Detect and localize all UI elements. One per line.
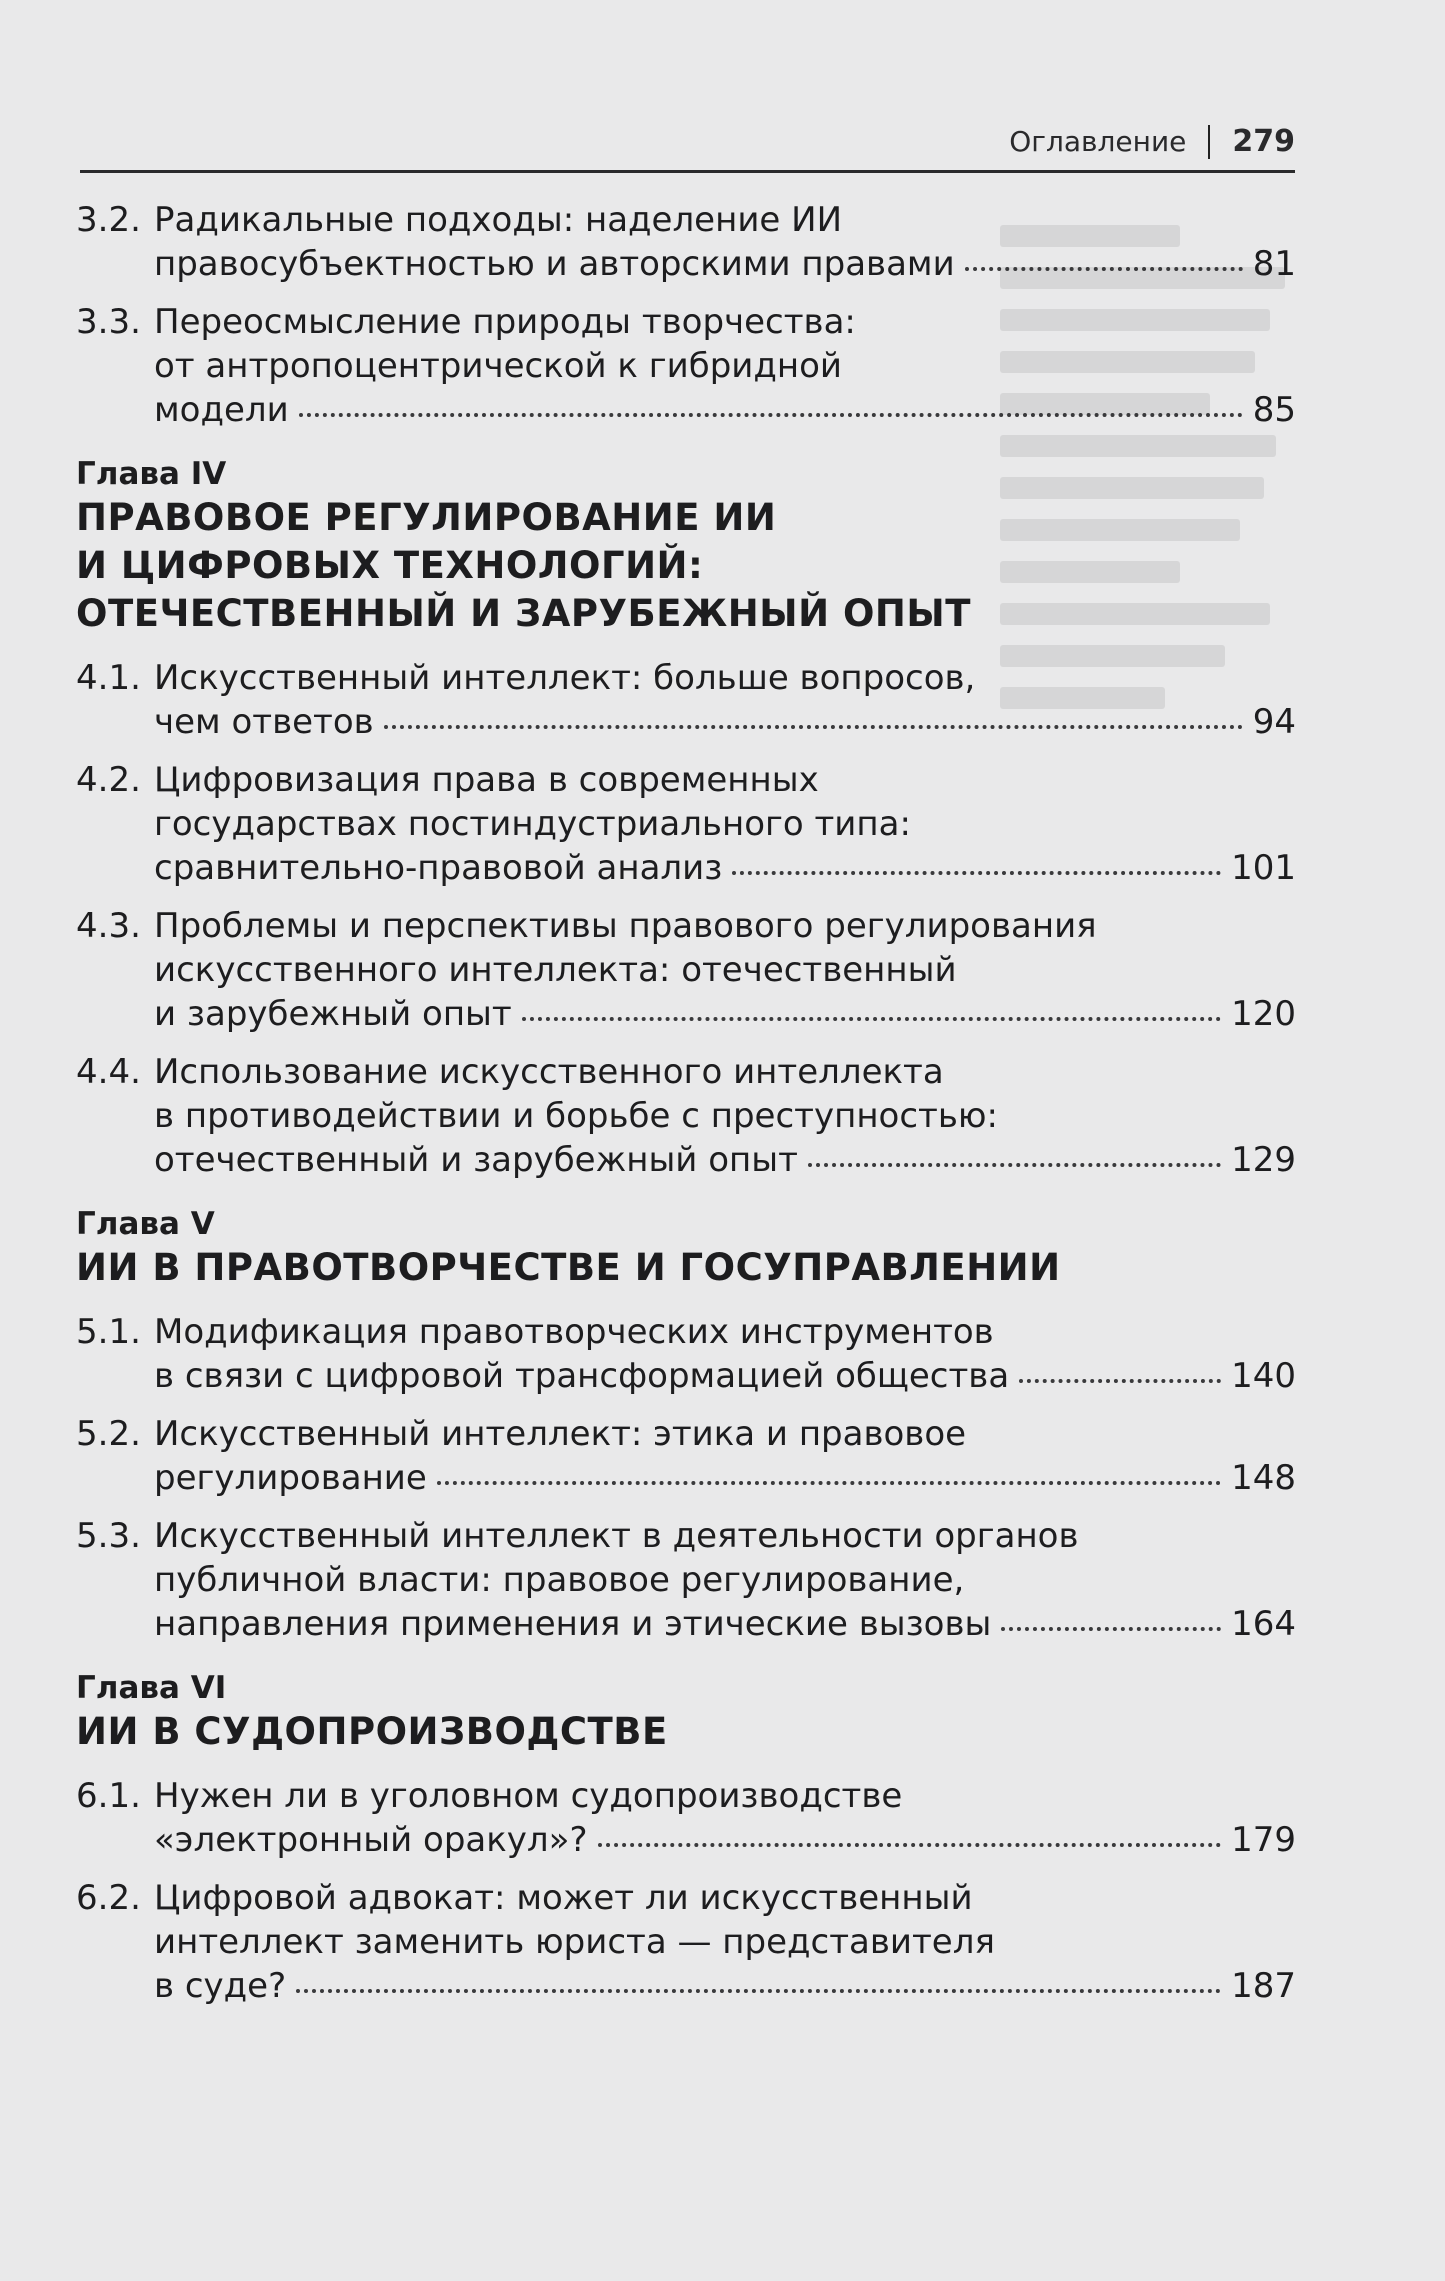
dot-leader (808, 1163, 1221, 1167)
entry-number: 5.3. (76, 1516, 141, 1556)
chapter-label: Глава IV (76, 456, 227, 492)
chapter-heading (76, 1204, 1296, 1292)
entry-last-line (154, 242, 1296, 286)
entry-last-line (154, 700, 1296, 744)
toc-entry[interactable] (76, 1514, 1296, 1646)
entry-title-line: от антропоцентрической к гибридной (154, 346, 843, 386)
entry-title-line: отечественный и зарубежный опыт (154, 1140, 798, 1180)
toc-entry[interactable] (76, 300, 1296, 432)
entry-number: 4.3. (76, 906, 141, 946)
entry-page-number: 85 (1252, 390, 1296, 430)
running-head-separator (1208, 125, 1210, 159)
entry-text (154, 300, 1296, 432)
entry-title-line: чем ответов (154, 702, 374, 742)
entry-title-line: Нужен ли в уголовном судопроизводстве (154, 1776, 903, 1816)
entry-text (154, 656, 1296, 744)
entry-text (154, 198, 1296, 286)
entry-page-number: 129 (1231, 1140, 1296, 1180)
dot-leader (522, 1017, 1221, 1021)
entry-last-line (154, 1138, 1296, 1182)
entry-number: 3.2. (76, 200, 141, 240)
dot-leader (296, 1989, 1221, 1993)
toc-entry[interactable] (76, 904, 1296, 1036)
entry-title-line: Проблемы и перспективы правового регулирования (154, 906, 1097, 946)
dot-leader (1001, 1627, 1221, 1631)
entry-number: 4.2. (76, 760, 141, 800)
dot-leader (384, 725, 1243, 729)
entry-title-line: Переосмысление природы творчества: (154, 302, 856, 342)
entry-text (154, 1050, 1296, 1182)
toc-entry[interactable] (76, 1310, 1296, 1398)
entry-title-line: Цифровой адвокат: может ли искусственный (154, 1878, 973, 1918)
chapter-title-line: ИИ В ПРАВОТВОРЧЕСТВЕ И ГОСУПРАВЛЕНИИ (76, 1246, 1061, 1289)
entry-page-number: 101 (1231, 848, 1296, 888)
toc-entry[interactable] (76, 1774, 1296, 1862)
toc-entry[interactable] (76, 656, 1296, 744)
dot-leader (598, 1843, 1222, 1847)
entry-number: 6.1. (76, 1776, 141, 1816)
table-of-contents (76, 198, 1296, 2022)
entry-page-number: 140 (1231, 1356, 1296, 1396)
chapter-label: Глава V (76, 1206, 215, 1242)
entry-text (154, 758, 1296, 890)
toc-entry[interactable] (76, 1876, 1296, 2008)
toc-entry[interactable] (76, 1412, 1296, 1500)
entry-page-number: 120 (1231, 994, 1296, 1034)
entry-title-line: Искусственный интеллект: этика и правовое (154, 1414, 967, 1454)
entry-number: 3.3. (76, 302, 141, 342)
entry-title-line: интеллект заменить юриста — представителя (154, 1922, 995, 1962)
chapter-title-line: ОТЕЧЕСТВЕННЫЙ И ЗАРУБЕЖНЫЙ ОПЫТ (76, 592, 971, 635)
entry-last-line (154, 1818, 1296, 1862)
chapter-heading (76, 1668, 1296, 1756)
entry-last-line (154, 388, 1296, 432)
entry-title-line: Использование искусственного интеллекта (154, 1052, 944, 1092)
entry-title-line: искусственного интеллекта: отечественный (154, 950, 957, 990)
toc-entry[interactable] (76, 198, 1296, 286)
entry-title-line: в противодействии и борьбе с преступностью: (154, 1096, 998, 1136)
entry-title-line: Радикальные подходы: наделение ИИ (154, 200, 843, 240)
entry-page-number: 179 (1231, 1820, 1296, 1860)
page-number: 279 (1232, 124, 1295, 159)
entry-title-line: Искусственный интеллект: больше вопросов, (154, 658, 976, 698)
chapter-heading (76, 454, 1296, 638)
dot-leader (299, 413, 1243, 417)
entry-text (154, 1514, 1296, 1646)
entry-title-line: «электронный оракул»? (154, 1820, 588, 1860)
entry-title-line: публичной власти: правовое регулирование, (154, 1560, 965, 1600)
header-rule (80, 170, 1295, 173)
entry-title-line: государствах постиндустриального типа: (154, 804, 911, 844)
entry-number: 6.2. (76, 1878, 141, 1918)
chapter-title-line: ИИ В СУДОПРОИЗВОДСТВЕ (76, 1710, 668, 1753)
entry-title-line: сравнительно-правовой анализ (154, 848, 723, 888)
dot-leader (732, 871, 1221, 875)
entry-page-number: 187 (1231, 1966, 1296, 2006)
entry-number: 5.2. (76, 1414, 141, 1454)
entry-page-number: 148 (1231, 1458, 1296, 1498)
entry-last-line (154, 992, 1296, 1036)
toc-entry[interactable] (76, 758, 1296, 890)
entry-title-line: регулирование (154, 1458, 427, 1498)
dot-leader (965, 267, 1243, 271)
entry-page-number: 94 (1252, 702, 1296, 742)
entry-last-line (154, 1456, 1296, 1500)
entry-last-line (154, 1602, 1296, 1646)
chapter-label: Глава VI (76, 1670, 227, 1706)
chapter-title-line: И ЦИФРОВЫХ ТЕХНОЛОГИЙ: (76, 544, 704, 587)
entry-last-line (154, 1354, 1296, 1398)
entry-title-line: в связи с цифровой трансформацией общества (154, 1356, 1010, 1396)
entry-text (154, 1412, 1296, 1500)
entry-number: 5.1. (76, 1312, 141, 1352)
entry-title-line: Модификация правотворческих инструментов (154, 1312, 994, 1352)
entry-title-line: в суде? (154, 1966, 287, 2006)
running-head-title: Оглавление (1009, 125, 1187, 158)
entry-text (154, 904, 1296, 1036)
entry-title-line: правосубъектностью и авторскими правами (154, 244, 955, 284)
entry-page-number: 81 (1252, 244, 1296, 284)
entry-last-line (154, 1964, 1296, 2008)
entry-number: 4.4. (76, 1052, 141, 1092)
entry-number: 4.1. (76, 658, 141, 698)
entry-title-line: Цифровизация права в современных (154, 760, 819, 800)
entry-text (154, 1310, 1296, 1398)
entry-page-number: 164 (1231, 1604, 1296, 1644)
chapter-title-line: ПРАВОВОЕ РЕГУЛИРОВАНИЕ ИИ (76, 496, 777, 539)
toc-entry[interactable] (76, 1050, 1296, 1182)
entry-last-line (154, 846, 1296, 890)
running-head (80, 124, 1295, 159)
entry-text (154, 1774, 1296, 1862)
entry-text (154, 1876, 1296, 2008)
dot-leader (1019, 1379, 1221, 1383)
entry-title-line: Искусственный интеллект в деятельности органов (154, 1516, 1079, 1556)
entry-title-line: модели (154, 390, 289, 430)
entry-title-line: направления применения и этические вызовы (154, 1604, 992, 1644)
entry-title-line: и зарубежный опыт (154, 994, 512, 1034)
dot-leader (437, 1481, 1221, 1485)
